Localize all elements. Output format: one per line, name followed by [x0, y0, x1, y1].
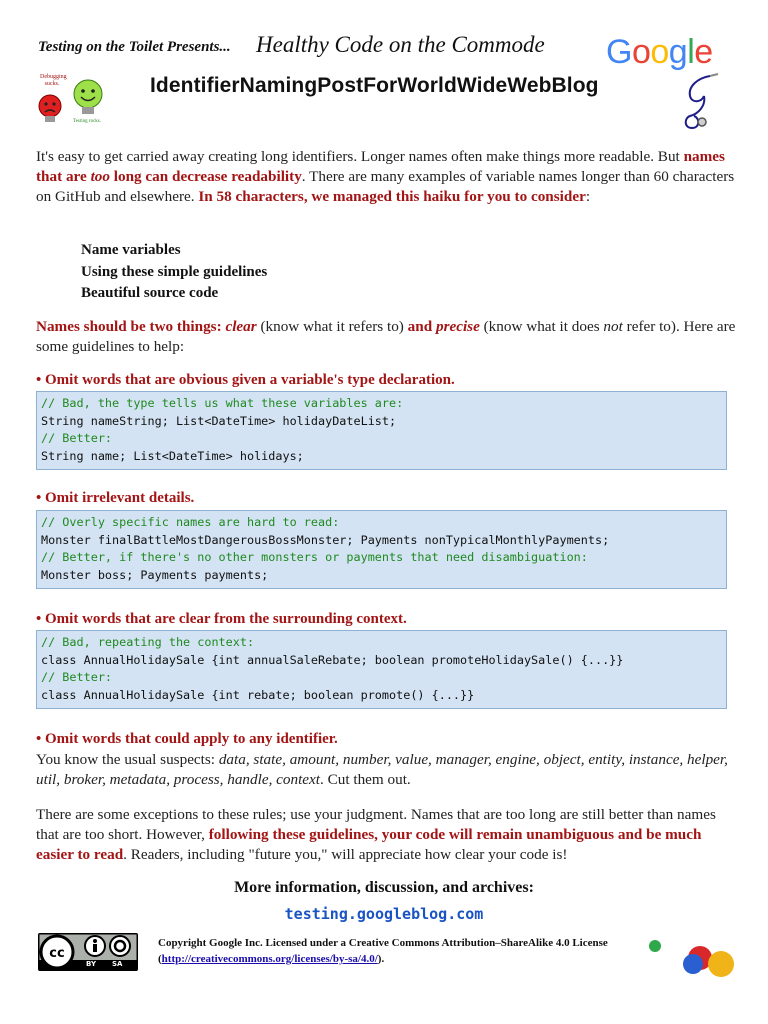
intro-paragraph: It's easy to get carried away creating long identifiers. Longer names often make things more readable. But names that are too long can decrease readability. There are many examples of variable names longer than 60 characters on GitHub and elsewhere. In 58 characters, we managed this haiku for you to consider: [36, 148, 735, 205]
code-line: String name; List<DateTime> holidays; [41, 448, 304, 463]
more-info-heading: More information, discussion, and archives: [234, 879, 534, 896]
blog-link[interactable]: testing.googleblog.com [284, 905, 484, 923]
section-heading-type-declaration: • Omit words that are obvious given a variable's type declaration. [36, 372, 455, 388]
cc-by-label: BY [86, 960, 97, 968]
post-title: IdentifierNamingPostForWorldWideWebBlog [150, 74, 599, 97]
code-line: String nameString; List<DateTime> holidayDateList; [41, 413, 397, 428]
header-title: Healthy Code on the Commode [256, 32, 545, 57]
section-heading-irrelevant-details: • Omit irrelevant details. [36, 490, 195, 506]
section-heading-any-identifier: • Omit words that could apply to any identifier. [36, 731, 338, 747]
copyright-notice: Copyright Google Inc. Licensed under a Creative Commons Attribution–ShareAlike 4.0 License (http://creativecommons.org/licenses/by-sa/4.0/). [158, 937, 608, 965]
license-link[interactable]: http://creativecommons.org/licenses/by-sa/4.0/ [161, 953, 378, 965]
code-line: Monster boss; Payments payments; [41, 567, 269, 582]
stethoscope-icon [680, 72, 730, 136]
code-line: // Better, if there's no other monsters or payments that need disambiguation: [41, 550, 588, 564]
google-logo: Google [606, 33, 713, 71]
mascot-label-debugging: Debugging sucks. [40, 74, 67, 87]
svg-text:cc: cc [49, 946, 65, 961]
series-title: Testing on the Toilet Presents... [38, 39, 231, 55]
names-paragraph: Names should be two things: clear (know what it refers to) and precise (know what it does not refer to). Here are some guidelines to help: [36, 318, 736, 355]
code-block-surrounding-context [36, 630, 727, 709]
code-line: // Bad, the type tells us what these variables are: [41, 396, 404, 410]
haiku-line: Using these simple guidelines [81, 263, 268, 280]
code-line: class AnnualHolidaySale {int annualSaleRebate; boolean promoteHolidaySale() {...}} [41, 652, 624, 667]
code-line: // Better: [41, 670, 113, 684]
code-line: Monster finalBattleMostDangerousBossMonster; Payments nonTypicalMonthlyPayments; [41, 532, 610, 547]
section-heading-surrounding-context: • Omit words that are clear from the surrounding context. [36, 611, 407, 627]
code-line: // Overly specific names are hard to read: [41, 515, 340, 529]
any-identifier-paragraph: You know the usual suspects: data, state, amount, number, value, manager, engine, object, entity, instance, helper, util, broker, metadata, process, handle, context. Cut them out. [36, 751, 728, 788]
code-line: class AnnualHolidaySale {int rebate; boolean promote() {...}} [41, 687, 475, 702]
closing-paragraph: There are some exceptions to these rules; use your judgment. Names that are too long are still better than names that are too short. However, following these guidelines, your code will remain unambiguous and be much easier to read. Readers, including "future you," will appreciate how clear your code is! [36, 806, 716, 863]
haiku-line: Beautiful source code [81, 285, 219, 301]
code-block-type-declaration [36, 391, 727, 470]
haiku-line: Name variables [81, 242, 181, 258]
code-line: // Bad, repeating the context: [41, 635, 255, 649]
decorative-balls-icon [645, 938, 740, 980]
mascot-label-testing: Testing rocks. [73, 119, 101, 124]
cc-license-badge [38, 933, 138, 971]
cc-sa-label: SA [112, 960, 123, 968]
code-line: // Better: [41, 431, 113, 445]
haiku [81, 240, 267, 305]
mascot-bulbs-icon [34, 76, 114, 128]
code-block-irrelevant-details [36, 510, 727, 589]
